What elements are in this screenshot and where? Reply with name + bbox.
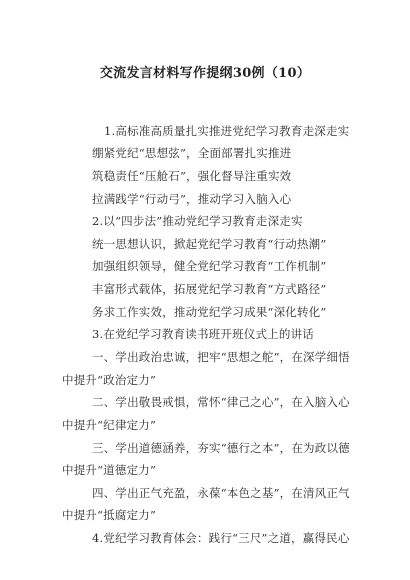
outline-line: 四、学出正气充盈，永葆“本色之基”，在清风正气: [92, 486, 350, 500]
outline-line: 统一思想认识，掀起党纪学习教育“行动热潮”: [92, 237, 327, 251]
outline-line-continued: 中提升“道德定力”: [62, 463, 157, 477]
outline-line-continued: 中提升“纪律定力”: [62, 418, 157, 432]
outline-heading-4: 4.党纪学习教育体会：践行“三尺”之道，赢得民心: [92, 531, 350, 545]
outline-line: 加强组织领导，健全党纪学习教育“工作机制”: [92, 259, 327, 273]
outline-heading-2: 2.以“四步法”推动党纪学习教育走深走实: [92, 214, 303, 228]
outline-line: 二、学出敬畏戒惧，常怀“律己之心”，在入脑入心: [92, 395, 350, 409]
outline-line-continued: 中提升“政治定力”: [62, 373, 157, 387]
outline-line: 一、学出政治忠诚，把牢“思想之舵”，在深学细悟: [92, 350, 350, 364]
outline-line: 筑稳责任“压舱石”，强化督导注重实效: [92, 169, 292, 183]
document-title: 交流发言材料写作提纲30例（10）: [99, 66, 311, 81]
outline-line: 丰富形式载体，拓展党纪学习教育“方式路径”: [92, 282, 327, 296]
outline-line-continued: 中提升“抵腐定力”: [62, 508, 157, 522]
outline-heading-1: 1.高标准高质量扎实推进党纪学习教育走深走实: [104, 124, 350, 138]
outline-line: 拉满践学“行动弓”，推动学习入脑入心: [92, 192, 292, 206]
outline-line: 务求工作实效，推动党纪学习成果“深化转化”: [92, 305, 327, 319]
outline-line: 三、学出道德涵养，夯实“德行之本”，在为政以德: [92, 441, 350, 455]
outline-line: 绷紧党纪“思想弦”，全面部署扎实推进: [92, 146, 292, 160]
outline-heading-3: 3.在党纪学习教育读书班开班仪式上的讲话: [92, 327, 314, 341]
